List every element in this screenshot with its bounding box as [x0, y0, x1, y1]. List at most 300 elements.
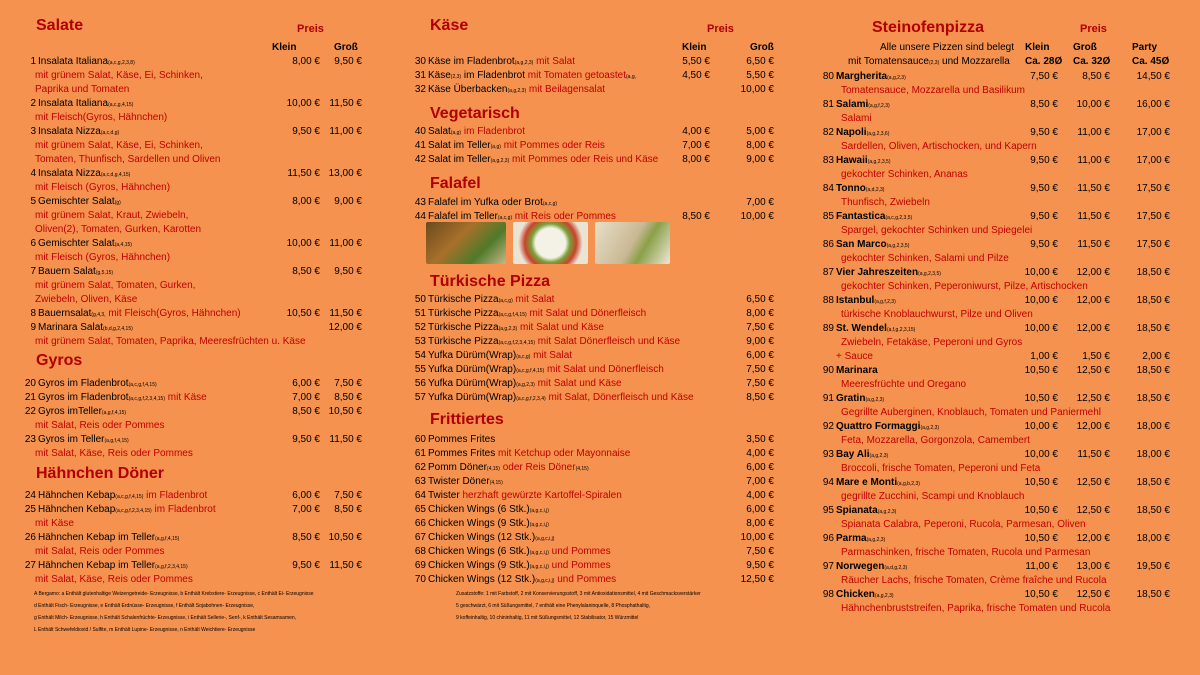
item-number: 65 [414, 504, 426, 515]
price-gross: 11,00 € [329, 126, 362, 137]
vegetarisch-list [410, 125, 780, 167]
item-name: Yufka Dürüm(Wrap) [428, 350, 517, 361]
menu-item [410, 531, 780, 545]
menu-item [20, 237, 370, 251]
item-number: 8 [30, 308, 36, 319]
price-party: 17,00 € [1136, 155, 1170, 166]
allergen-codes-2: (4,15) [575, 466, 589, 472]
menu-item [410, 125, 780, 139]
item-name: San Marco [836, 239, 887, 250]
price-party: 17,50 € [1136, 239, 1170, 250]
footnote-line: g Enthält Milch- Erzeugnisse, h Enthält Schalenfrüchte- Erzeugnisse, i Enthält Sellerie-, Senf-, k Enthält Sesamsamen, [34, 615, 297, 621]
item-name: Salat im Teller [428, 140, 491, 151]
menu-item [410, 433, 780, 447]
item-name: Hähnchen Kebap im Teller [38, 560, 156, 571]
item-description: Feta, Mozzarella, Gorgonzola, Camembert [841, 435, 1030, 446]
item-name: St. Wendel [836, 323, 887, 334]
price-gross: 12,50 € [1076, 365, 1110, 376]
item-extra: mit Fleisch(Gyros, Hähnchen) [108, 308, 241, 319]
item-description: Hähnchenbruststreifen, Paprika, frische Tomaten und Rucola [841, 603, 1111, 614]
allergen-codes: (a,g,f,2,3) [868, 103, 890, 109]
price-klein: 10,00 € [1024, 449, 1058, 460]
price-klein: 9,50 € [1030, 127, 1058, 138]
footnote-line: Zusatzstoffe: 1 mit Farbstoff, 2 mit Konservierungsstoff, 3 mit Antioxidationsmittel, 4 mit Geschmacksverstärker [456, 591, 701, 597]
price-klein: 8,50 € [1030, 99, 1058, 110]
price-gross: 12,50 € [1076, 589, 1110, 600]
price-party: 14,50 € [1136, 71, 1170, 82]
price-party: 18,00 € [1136, 421, 1170, 432]
price-gross: 11,00 € [1077, 127, 1110, 138]
item-name: Insalata Nizza [38, 126, 101, 137]
item-name: Gyros im Teller [38, 434, 105, 445]
item-name: Chicken Wings (6 Stk.) [428, 504, 530, 515]
klein-header: Klein [682, 42, 707, 53]
gross-header: Groß [334, 42, 358, 53]
price-klein: 10,50 € [286, 308, 320, 319]
item-description: mit Fleisch (Gyros, Hähnchen) [35, 252, 171, 263]
price-klein: 10,50 € [1024, 589, 1058, 600]
allergen-codes: (a,c,g) [497, 215, 513, 221]
allergen-codes: (a,c,g,f,2,3,4,15) [115, 508, 152, 514]
price-klein: 4,00 € [682, 126, 710, 137]
price-klein: 9,50 € [292, 560, 320, 571]
price-klein: 10,50 € [1024, 365, 1058, 376]
item-extra: mit Salat, Dönerfleisch und Käse [548, 392, 694, 403]
item-name: Hawaii [836, 155, 868, 166]
item-name: Chicken Wings (6 Stk.) [428, 546, 530, 557]
price-gross: 4,00 € [746, 448, 774, 459]
item-name: Bay Ali [836, 449, 870, 460]
allergen-codes: (a,g,2,3) [490, 158, 510, 164]
allergen-codes: (a,g,2,3) [507, 88, 527, 94]
menu-item [410, 307, 780, 321]
price-klein: 7,50 € [1030, 71, 1058, 82]
item-extra: im Fladenbrot [146, 490, 208, 501]
gross-header: Groß [750, 42, 774, 53]
item-number: 82 [822, 127, 834, 138]
menu-item [410, 503, 780, 517]
item-number: 81 [822, 99, 834, 110]
price-gross: 8,00 € [746, 518, 774, 529]
menu-item [410, 461, 780, 475]
column-kaese-frittiertes [410, 0, 780, 675]
price-klein: 6,00 € [292, 378, 320, 389]
item-description: Zwiebeln, Oliven, Käse [35, 294, 138, 305]
menu-item [20, 489, 370, 503]
price-klein: 7,00 € [682, 140, 710, 151]
item-number: 22 [24, 406, 36, 417]
allergen-codes: (a,g,2,3) [514, 60, 534, 66]
menu-item [20, 125, 370, 139]
allergen-codes: (a,g,f,2,3,4,15) [155, 564, 188, 570]
menu-item [410, 349, 780, 363]
allergen-codes: (g) [114, 200, 121, 206]
price-klein: 6,00 € [292, 490, 320, 501]
item-number: 40 [414, 126, 426, 137]
item-name: Chicken Wings (9 Stk.) [428, 518, 530, 529]
price-klein: 8,50 € [682, 211, 710, 222]
allergen-codes: (a,g,f,4,15) [101, 410, 127, 416]
price-gross: 9,00 € [334, 196, 362, 207]
price-gross: 8,50 € [1082, 71, 1110, 82]
preis-header: Preis [1080, 23, 1107, 35]
price-gross: 7,50 € [746, 378, 774, 389]
gross-header: Groß [1073, 42, 1097, 53]
footnote-line: A Bergamo: a Enthält glutenhaltige Weizengetreide- Erzeugnisse, b Enthält Krebstiere- Erzeugnisse, c Enthält Ei- Erzeugnisse [34, 591, 314, 597]
footnote-line: d Enthält Fisch- Erzeugnisse, e Enthält Erdnüsse- Erzeugnisse, f Enthält Sojabohnen- Erzeugnisse, [34, 603, 255, 609]
allergen-codes: (a,c,g,f,2,3,4) [516, 396, 546, 402]
footnote-line: 9 koffeinhaltig, 10 chininhaltig, 11 mit Süßungsmittel, 12 Stabilisator, 15 Würzmittel [456, 615, 639, 621]
pizza-item [820, 266, 1170, 280]
item-name: Yufka Dürüm(Wrap) [428, 364, 517, 375]
item-name: Gratin [836, 393, 866, 404]
menu-item [20, 167, 370, 181]
item-number: 83 [822, 155, 834, 166]
price-gross: 6,00 € [746, 350, 774, 361]
tpizza-list [410, 293, 780, 405]
pizza-item [820, 392, 1170, 406]
allergen-codes: (a,c,g) [498, 298, 513, 304]
klein-header: Klein [1025, 42, 1050, 53]
price-party: 18,50 € [1136, 365, 1170, 376]
price-gross: 7,50 € [334, 490, 362, 501]
item-number: 69 [414, 560, 426, 571]
footnote-line: L Enthält Schwefeldioxid / Sulfite, m Enthält Lupine- Erzeugnisse, n Enthält Weichtiere- Erzeugnisse [34, 627, 256, 633]
item-description: mit grünem Salat, Tomaten, Paprika, Meeresfrüchten u. Käse [35, 336, 306, 347]
item-name: Pomm Döner [428, 462, 487, 473]
menu-item [410, 321, 780, 335]
item-number: 96 [822, 533, 834, 544]
price-gross: 12,00 € [1076, 421, 1110, 432]
allergen-codes: (a,c,g,f,4,15) [128, 382, 157, 388]
item-number: 2 [30, 98, 36, 109]
section-title-kaese: Käse [430, 17, 469, 34]
column-steinofenpizza [820, 0, 1170, 675]
item-name: Türkische Pizza [428, 308, 499, 319]
klein-header: Klein [272, 42, 297, 53]
pizza-item [820, 70, 1170, 84]
item-number: 97 [822, 561, 834, 572]
price-klein: 10,00 € [286, 98, 320, 109]
price-gross: 4,00 € [746, 490, 774, 501]
allergen-codes: (a,c,d,g) [100, 130, 120, 136]
price-klein: 8,50 € [292, 406, 320, 417]
item-description: mit Fleisch (Gyros, Hähnchen) [35, 182, 171, 193]
menu-item [20, 559, 370, 573]
gyros-list [20, 377, 370, 461]
allergen-codes: (a,d,g,2,3) [884, 565, 908, 571]
price-gross: 6,50 € [746, 294, 774, 305]
footnote-line: 5 geschwärzt, 6 mit Süßungsmittel, 7 enthält eine Phenylalaninquelle, 8 Phosphathaltig, [456, 603, 651, 609]
item-description: mit grünem Salat, Käse, Ei, Schinken, [35, 70, 203, 81]
allergen-codes: (a,g,2,3,6) [866, 131, 890, 137]
item-number: 66 [414, 518, 426, 529]
price-klein: 10,50 € [1024, 477, 1058, 488]
item-number: 30 [414, 56, 426, 67]
item-extra: herzhaft gewürzte Kartoffel-Spiralen [462, 490, 622, 501]
price-gross: 5,50 € [746, 70, 774, 81]
falafel-list [410, 196, 780, 224]
price-gross: 11,00 € [1077, 155, 1110, 166]
item-number: 53 [414, 336, 426, 347]
pizza-item [820, 182, 1170, 196]
price-klein: 9,50 € [292, 434, 320, 445]
price-party: 2,00 € [1142, 351, 1170, 362]
item-extra: mit Salat und Käse [537, 378, 622, 389]
size-header [820, 41, 1170, 69]
item-number: 25 [24, 504, 36, 515]
item-description: mit Salat, Käse, Reis oder Pommes [35, 574, 193, 585]
section-title-gyros: Gyros [36, 352, 83, 369]
allergen-codes: (a,g,c,i,j) [529, 508, 549, 514]
price-gross: 7,50 € [746, 546, 774, 557]
price-gross: 6,00 € [746, 462, 774, 473]
price-gross: 12,50 € [1076, 477, 1110, 488]
price-klein: 1,00 € [1030, 351, 1058, 362]
pizza-item [820, 294, 1170, 308]
menu-item [20, 377, 370, 391]
item-extra: und Pommes [557, 574, 617, 585]
price-gross: 7,50 € [334, 378, 362, 389]
kaese-list [410, 55, 780, 97]
item-description: Tomatensauce, Mozzarella und Basilikum [841, 85, 1025, 96]
item-name: Insalata Italiana [38, 56, 109, 67]
pizza-item [820, 322, 1170, 336]
item-name: Hähnchen Kebap [38, 504, 116, 515]
item-name: Türkische Pizza [428, 322, 499, 333]
item-name: Käse Überbacken [428, 84, 508, 95]
item-number: 85 [822, 211, 834, 222]
menu-item [410, 391, 780, 405]
price-gross: 12,00 € [1076, 533, 1110, 544]
item-name: Türkische Pizza [428, 336, 499, 347]
price-gross: 8,00 € [746, 140, 774, 151]
price-party: 18,50 € [1136, 267, 1170, 278]
allergen-codes: (a,g,2,3) [865, 397, 885, 403]
item-number: 67 [414, 532, 426, 543]
item-name: Salat im Teller [428, 154, 491, 165]
item-description: Tomaten, Thunfisch, Sardellen und Oliven [35, 154, 221, 165]
pizza-item [820, 154, 1170, 168]
item-description: Räucher Lachs, frische Tomaten, Crème fraîche und Rucola [841, 575, 1107, 586]
item-name: Bauern Salat [38, 266, 96, 277]
allergen-codes: (a,g,2,3,5) [918, 271, 941, 277]
falafel-photo [426, 222, 506, 264]
item-number: 4 [30, 168, 36, 179]
item-description: Paprika und Tomaten [35, 84, 130, 95]
salate-list [20, 55, 370, 349]
menu-item [410, 139, 780, 153]
allergen-codes: (a,c,g,f,4,15) [516, 368, 545, 374]
price-party: 18,50 € [1136, 477, 1170, 488]
item-number: 57 [414, 392, 426, 403]
pizza-item [820, 476, 1170, 490]
price-gross: 11,50 € [329, 434, 362, 445]
item-number: 32 [414, 84, 426, 95]
item-number: 88 [822, 295, 834, 306]
item-description: Spianata Calabra, Peperoni, Rucola, Parmesan, Oliven [841, 519, 1086, 530]
price-gross: 3,50 € [746, 434, 774, 445]
allergen-codes: (a,g,2,3) [920, 425, 940, 431]
pizza-item [820, 210, 1170, 224]
allergen-codes: (a,d,2,3) [865, 187, 885, 193]
item-name: Parma [836, 533, 867, 544]
item-name: Gemischter Salat [38, 238, 115, 249]
item-number: 86 [822, 239, 834, 250]
item-name: Salat [428, 126, 451, 137]
item-name: Chicken [836, 589, 875, 600]
item-number: 55 [414, 364, 426, 375]
allergen-codes: (a,g,2,3) [516, 382, 535, 388]
allergen-footnotes [34, 588, 314, 636]
pizza-item [820, 448, 1170, 462]
allergen-codes: (a,c,g) [516, 354, 531, 360]
price-gross: 12,00 € [1076, 295, 1110, 306]
price-gross: 12,50 € [1076, 505, 1110, 516]
section-title-steinofenpizza: Steinofenpizza [872, 19, 985, 36]
haehnchen-list [20, 489, 370, 587]
price-klein: 10,00 € [1024, 267, 1058, 278]
item-extra: und Pommes [551, 560, 611, 571]
price-klein: 11,00 € [1025, 561, 1058, 572]
price-gross: 13,00 € [1076, 561, 1110, 572]
price-klein: 8,50 € [292, 266, 320, 277]
preis-header: Preis [707, 23, 734, 35]
item-name: Chicken Wings (12 Stk.) [428, 574, 536, 585]
price-gross: 11,50 € [1077, 211, 1110, 222]
item-description: gekochter Schinken, Peperoniwurst, Pilze, Artischocken [841, 281, 1088, 292]
pizza-item [820, 238, 1170, 252]
price-party: 18,00 € [1136, 533, 1170, 544]
frittiertes-list [410, 433, 780, 587]
pizza-intro-line1: Alle unsere Pizzen sind belegt [880, 42, 1014, 53]
menu-item [410, 55, 780, 69]
item-name: Käse im Fladenbrot [428, 56, 515, 67]
price-klein: 8,00 € [292, 56, 320, 67]
allergen-codes: (a,c,g,2,3,8) [108, 60, 135, 66]
menu-item [410, 517, 780, 531]
price-gross: 10,00 € [1076, 99, 1110, 110]
allergen-codes: (2,3) [450, 74, 462, 80]
item-number: 70 [414, 574, 426, 585]
price-party: 18,50 € [1136, 323, 1170, 334]
item-description: mit grünem Salat, Käse, Ei, Schinken, [35, 140, 203, 151]
price-klein: 8,00 € [292, 196, 320, 207]
price-gross: 8,50 € [334, 504, 362, 515]
item-number: 9 [30, 322, 36, 333]
price-klein: 10,50 € [1024, 393, 1058, 404]
price-gross: 7,00 € [746, 197, 774, 208]
item-name: Falafel im Yufka oder Brot [428, 197, 543, 208]
item-description: Gegrillte Auberginen, Knoblauch, Tomaten und Paniermehl [841, 407, 1101, 418]
price-gross: 12,00 € [328, 322, 362, 333]
item-name: Gemischter Salat [38, 196, 115, 207]
allergen-codes: (a,g,2,3) [869, 453, 889, 459]
item-name: Insalata Italiana [38, 98, 109, 109]
price-klein: 10,00 € [1024, 323, 1058, 334]
price-klein: 8,00 € [682, 154, 710, 165]
menu-item [20, 391, 370, 405]
item-description: mit Käse [35, 518, 74, 529]
item-name: Mare e Monti [836, 477, 898, 488]
item-number: 94 [822, 477, 834, 488]
item-name: Yufka Dürüm(Wrap) [428, 392, 517, 403]
price-klein: 9,50 € [1030, 239, 1058, 250]
price-gross: 8,00 € [746, 308, 774, 319]
item-extra: mit Pommes oder Reis und Käse [512, 154, 659, 165]
item-name: Gyros imTeller [38, 406, 102, 417]
price-klein: 7,00 € [292, 504, 320, 515]
price-gross: 6,50 € [746, 56, 774, 67]
size-party: Ca. 45Ø [1132, 56, 1170, 67]
price-gross: 10,50 € [328, 406, 362, 417]
menu-item [20, 97, 370, 111]
price-klein: 4,50 € [682, 70, 710, 81]
item-extra: mit Salat und Dönerfleisch [529, 308, 647, 319]
item-number: 41 [414, 140, 426, 151]
item-number: 68 [414, 546, 426, 557]
pizza-item [820, 532, 1170, 546]
item-name: Spianata [836, 505, 878, 516]
pizza-intro-line2: mit Tomatensauce(2,3) und Mozzarella [848, 56, 1010, 67]
item-number: 5 [30, 196, 36, 207]
allergen-codes: (a,c,g) [542, 201, 558, 207]
item-description: Broccoli, frische Tomaten, Peperoni und Feta [841, 463, 1041, 474]
pizza-item [820, 560, 1170, 574]
item-description: Spargel, gekochter Schinken und Spiegelei [841, 225, 1033, 236]
allergen-codes: (a,g,c,i,j) [529, 550, 549, 556]
menu-item [20, 321, 370, 335]
item-description: gekochter Schinken, Salami und Pilze [841, 253, 1009, 264]
price-gross: 10,00 € [740, 532, 774, 543]
item-name: Hähnchen Kebap im Teller [38, 532, 156, 543]
item-number: 63 [414, 476, 426, 487]
item-name: Gyros im Fladenbrot [38, 392, 129, 403]
item-description: Salami [841, 113, 872, 124]
additive-footnotes [456, 588, 701, 624]
item-description: mit Salat, Reis oder Pommes [35, 546, 165, 557]
item-number: 95 [822, 505, 834, 516]
item-extra: im Fladenbrot [463, 126, 525, 137]
price-gross: 12,50 € [1076, 393, 1110, 404]
item-name: Fantastica [836, 211, 886, 222]
menu-item [410, 447, 780, 461]
price-party: 17,00 € [1136, 127, 1170, 138]
price-gross: 11,50 € [1077, 183, 1110, 194]
price-gross: 6,00 € [746, 504, 774, 515]
item-description: mit Salat, Reis oder Pommes [35, 420, 165, 431]
item-number: 91 [822, 393, 834, 404]
allergen-codes: (a,g,c,i,j) [535, 536, 555, 542]
pizza-item [820, 504, 1170, 518]
item-number: 62 [414, 462, 426, 473]
item-number: 60 [414, 434, 426, 445]
item-number: 24 [24, 490, 36, 501]
price-klein: 5,50 € [682, 56, 710, 67]
allergen-codes-2: (a,g, [625, 74, 636, 80]
allergen-codes: (a,g,2,3) [887, 75, 906, 81]
menu-item [410, 573, 780, 587]
menu-item [410, 153, 780, 167]
price-gross: 12,00 € [1076, 323, 1110, 334]
item-description: mit Fleisch(Gyros, Hähnchen) [35, 112, 168, 123]
section-title-salate: Salate [36, 17, 84, 34]
allergen-codes: (a,c,g,f,4,15) [115, 494, 144, 500]
allergen-codes: (g,5,15) [95, 270, 114, 276]
allergen-codes: (a,g,2,3) [498, 326, 518, 332]
price-klein: 8,50 € [292, 532, 320, 543]
allergen-codes: (a,g,2,3,5) [886, 243, 910, 249]
